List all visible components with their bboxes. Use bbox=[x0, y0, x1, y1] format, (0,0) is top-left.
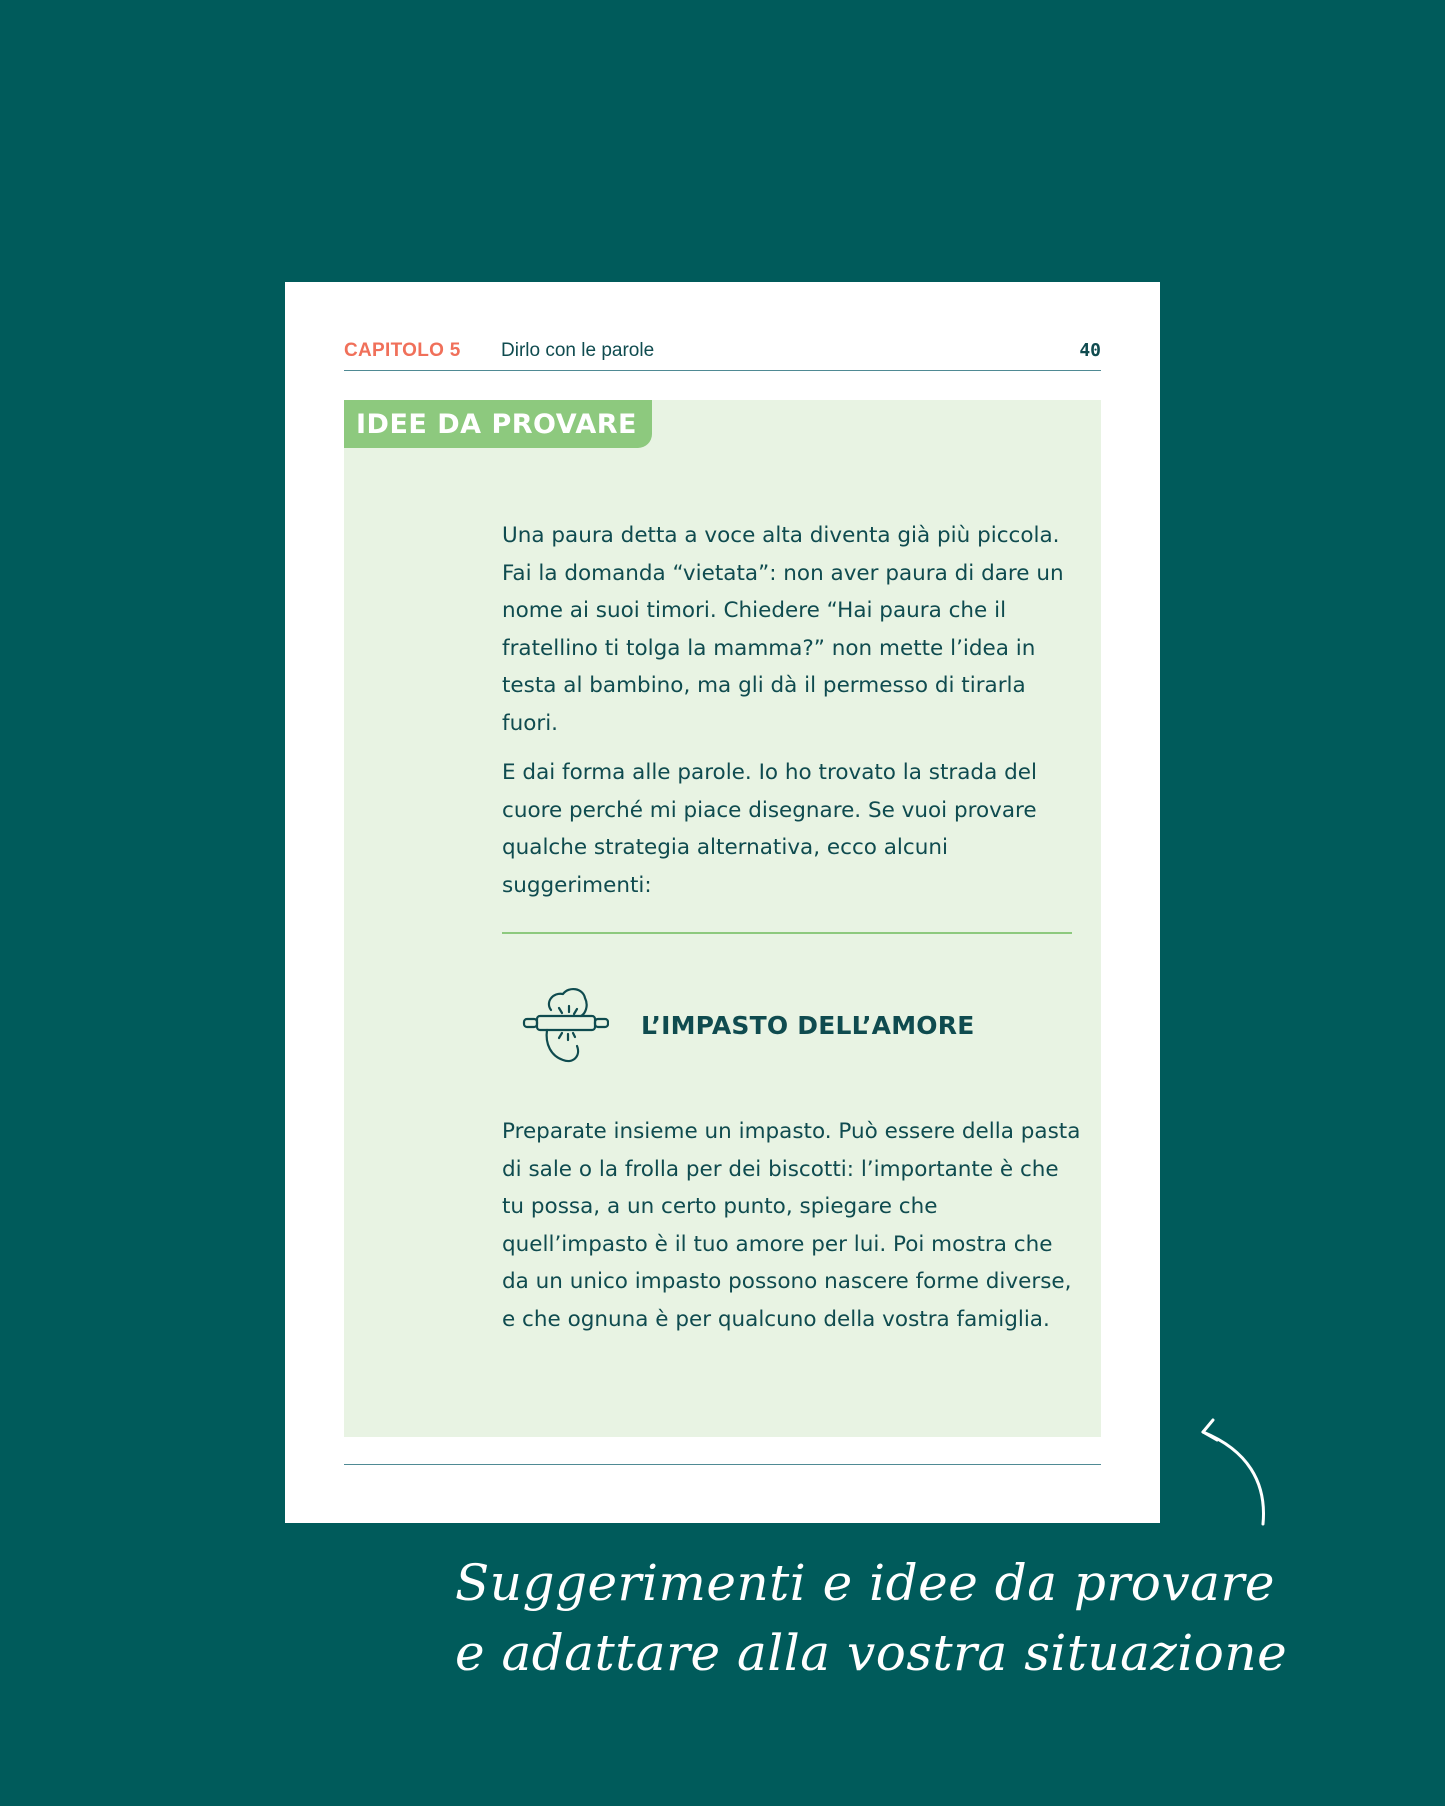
caption bbox=[455, 1548, 1355, 1688]
section-divider bbox=[502, 932, 1072, 934]
running-head bbox=[344, 340, 1101, 371]
book-page bbox=[285, 282, 1160, 1523]
chapter-title: Dirlo con le parole bbox=[501, 340, 655, 361]
page-number: 40 bbox=[1079, 340, 1101, 361]
caption-line-1: Suggerimenti e idee da provare bbox=[455, 1554, 1275, 1612]
second-paragraph: E dai forma alle parole. Io ho trovato la strada del cuore perché mi piace disegnare. Se vuoi provare qualche strategia alternativa, ecco alcuni suggerimenti: bbox=[502, 760, 1037, 898]
bottom-rule bbox=[344, 1464, 1101, 1465]
rolling-pin-icon bbox=[519, 982, 609, 1072]
intro-paragraph: Una paura detta a voce alta diventa già più piccola. Fai la domanda “vietata”: non aver paura di dare un nome ai suoi timori. Chiedere “Hai paura che il fratellino ti tolga la mamma?” non mette l’idea in testa al bambino, ma gli dà il permesso di tirarla fuori. bbox=[502, 523, 1064, 736]
caption-line-2: e adattare alla vostra situazione bbox=[455, 1624, 1288, 1682]
activity-title: L’IMPASTO DELL’AMORE bbox=[641, 1011, 975, 1040]
ideas-box bbox=[344, 400, 1101, 1437]
activity-text: Preparate insieme un impasto. Può essere della pasta di sale o la frolla per dei biscotti: l’importante è che tu possa, a un certo punto, spiegare che quell’impasto è il tuo amore per lui. Poi mostra che da un unico impasto possono nascere forme diverse, e che ognuna è per qualcuno della vostra famiglia. bbox=[502, 1119, 1081, 1332]
curved-arrow-icon bbox=[1185, 1412, 1275, 1532]
chapter-label: CAPITOLO 5 bbox=[344, 340, 461, 361]
ideas-box-label: IDEE DA PROVARE bbox=[344, 400, 652, 448]
